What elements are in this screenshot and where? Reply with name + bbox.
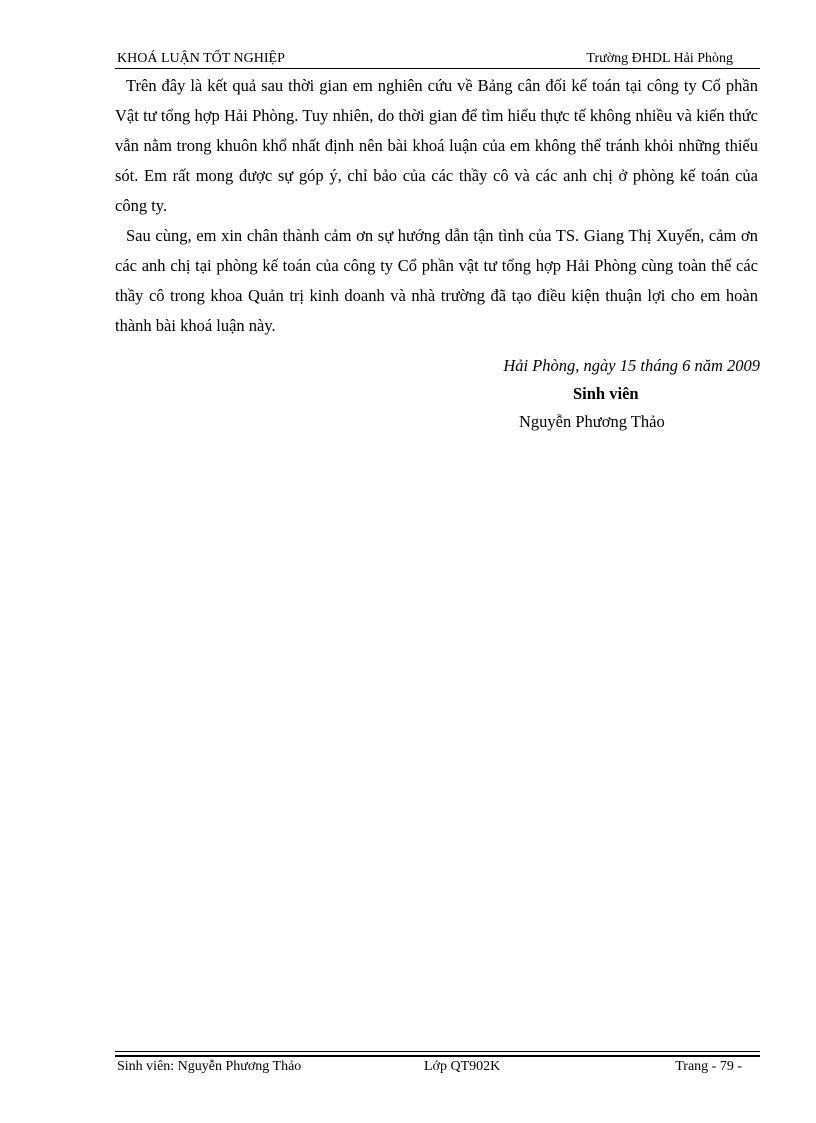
footer-student: Sinh viên: Nguyễn Phương Thảo (117, 1059, 302, 1074)
header-thesis-title: KHOÁ LUẬN TỐT NGHIỆP (117, 51, 285, 66)
paragraph-acknowledgement: Sau cùng, em xin chân thành cảm ơn sự hướng dẫn tận tình của TS. Giang Thị Xuyến, cảm ơn các anh chị tại phòng kế toán của công ty Cổ phần vật tư tổng hợp Hải Phòng cùng toàn thể các thầy cô trong khoa Quản trị kinh doanh và nhà trường đã tạo điều kiện thuận lợi cho em hoàn thành bài khoá luận này. (115, 226, 758, 335)
page-header (115, 50, 760, 70)
footer-page-number: Trang - 79 - (675, 1059, 742, 1074)
footer-divider-thick (115, 1055, 760, 1057)
header-divider (115, 68, 760, 69)
header-university: Trường ĐHDL Hải Phòng (586, 51, 733, 66)
footer-divider-thin (115, 1051, 760, 1052)
footer-class: Lớp QT902K (424, 1059, 501, 1074)
signature-role: Sinh viên (573, 384, 639, 403)
signature-date: Hải Phòng, ngày 15 tháng 6 năm 2009 (503, 356, 760, 375)
signature-name: Nguyễn Phương Thảo (519, 412, 665, 431)
paragraph-conclusion: Trên đây là kết quả sau thời gian em nghiên cứu về Bảng cân đối kế toán tại công ty Cổ phần Vật tư tổng hợp Hải Phòng. Tuy nhiên, do thời gian để tìm hiểu thực tế không nhiều và kiến thức vẫn nằm trong khuôn khổ nhất định nên bài khoá luận của em không thể tránh khỏi những thiếu sót. Em rất mong được sự góp ý, chỉ bảo của các thầy cô và các anh chị ở phòng kế toán của công ty. (115, 76, 758, 215)
page-footer (115, 1058, 760, 1078)
body-text (115, 71, 758, 341)
